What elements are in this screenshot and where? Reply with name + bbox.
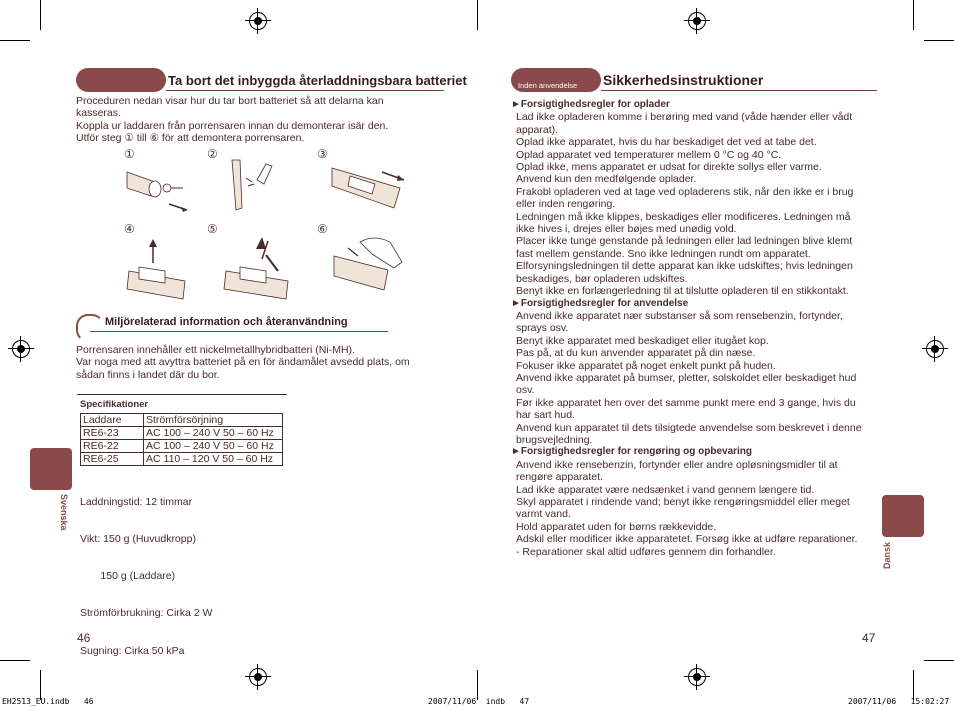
table-row: RE6-22 AC 100 – 240 V 50 – 60 Hz <box>81 440 283 453</box>
title-underline <box>601 90 877 91</box>
safety-text: ►Forsigtighedsregler for oplader Lad ikke opladeren komme i berøring med vand (våde hænder eller vådt apparat). Oplad ikke apparatet, hvis du har beskadiget det ved at tabe det. Oplad apparatet ved temperaturer mellem 0 °C og 40 °C. Oplad ikke, mens apparatet er udsat for direkte sollys eller varme. Anvend kun den medfølgende oplader. Frakobl opladeren ved at tage ved opladerens stik, når den ikke er i brug eller inden rengøring. Ledningen må ikke klippes, beskadiges eller modificeres. Ledningen må ikke hives i, drejes eller bøjes med unødig vold. Placer ikke tunge genstande på ledningen eller lad ledningen blive klemt fast mellem genstande. Sno ikke ledningen rundt om apparatet. Elforsyningsledningen til dette apparat kan ikke udskiftes; hvis ledningen beskadiges, bør opladeren udskiftes. Benyt ikke en forlængerledning til at tilslutte opladeren til en stikkontakt. ►Forsigtighedsregler for anvendelse Anvend ikke apparatet nær substanser så som rensebenzin, fortynder, sprays osv. Benyt ikke apparatet med beskadiget eller itugået kop. Pas på, at du kun anvender apparatet på din næse. Fokuser ikke apparatet på noget enkelt punkt på huden. Anvend ikke apparatet på bumser, pletter, solskoldet eller beskadiget hud osv. Før ikke apparatet hen over det samme punkt mere end 3 gange, hvis du har sart hud. Anvend kun apparatet til dets tilsigtede anvendelse som beskrevet i denne brugsvejledning. ►Forsigtighedsregler for rengøring og opbevaring Anvend ikke rensebenzin, fortynder eller andre opløsningsmidler til at rengøre apparatet. Lad ikke apparatet være nedsænket i vand gennem længere tid. Skyl apparatet i rindende vand; benyt ikke rengøringsmiddel eller meget varmt vand. Hold apparatet uden for børns rækkevidde. Adskil eller modificer ikke apparatetet. Forsøg ikke at udføre reparationer. - Reparationer skal altid udføres gennem din forhandler. <box>511 99 881 558</box>
env-title: Miljörelaterad information och återanvändning <box>105 316 348 328</box>
language-tab <box>882 495 924 537</box>
pill-label: Inden anvendelse <box>518 81 578 90</box>
spec-title: Specifikationer <box>80 399 149 410</box>
section-title: Sikkerhedsinstruktioner <box>603 72 764 88</box>
group-title: ►Forsigtighedsregler for oplader <box>511 99 670 110</box>
table-row: Laddare Strömförsörjning <box>81 414 283 427</box>
step-6-illustration <box>332 232 410 298</box>
leaf-icon <box>76 314 104 342</box>
registration-mark-icon <box>12 340 30 358</box>
registration-mark-icon <box>926 340 944 358</box>
env-text: Porrensaren innehåller ett nickelmetallhybridbatteri (Ni-MH). Var noga med att avyttra batteriet på en för ändamålet avsedd plats, om sådan finns i landet där du bor. <box>76 344 410 381</box>
env-underline <box>90 331 388 332</box>
footer-middle: 2007/11/06 indb 47 <box>428 697 530 706</box>
title-underline <box>166 90 444 91</box>
spec-table <box>80 413 283 466</box>
section-pill <box>76 68 166 92</box>
registration-mark-icon <box>688 12 706 30</box>
step-4-illustration <box>125 235 205 305</box>
step-number: ② <box>207 147 218 161</box>
registration-mark-icon <box>249 668 267 686</box>
registration-mark-icon <box>249 12 267 30</box>
step-5-illustration <box>222 235 302 305</box>
footer-right: 2007/11/06 15:02:27 <box>848 697 950 706</box>
section-title: Ta bort det inbyggda återladdningsbara batteriet <box>168 73 467 88</box>
language-label: Dansk <box>882 542 892 570</box>
intro-text: Proceduren nedan visar hur du tar bort batteriet så att delarna kan kasseras. Koppla ur laddaren från porrensaren innan du demonterar isär den. Utför steg ① till ⑥ för att demontera porrensaren. <box>76 95 389 145</box>
step-1-illustration <box>125 158 205 218</box>
registration-mark-icon <box>688 668 706 686</box>
table-row: RE6-23 AC 100 – 240 V 50 – 60 Hz <box>81 427 283 440</box>
group-title: ►Forsigtighedsregler for rengøring og opbevaring <box>511 446 753 458</box>
group-title: ►Forsigtighedsregler for anvendelse <box>511 297 689 309</box>
footer-left: EH2513_EU.indb 46 <box>2 697 94 706</box>
page-number: 46 <box>77 631 91 645</box>
spec-lines: Laddningstid: 12 timmar Vikt: 150 g (Huvudkropp) 150 g (Laddare) Strömförbrukning: Cirka 2 W Sugning: Cirka 50 kPa <box>80 495 213 657</box>
page-number: 47 <box>862 631 876 645</box>
table-row: RE6-25 AC 110 – 120 V 50 – 60 Hz <box>81 453 283 466</box>
step-number: ⑥ <box>317 222 328 236</box>
language-label: Svenska <box>59 494 69 531</box>
step-3-illustration <box>330 158 410 218</box>
step-number: ③ <box>317 147 328 161</box>
step-number: ④ <box>124 222 135 236</box>
step-2-illustration <box>222 158 292 213</box>
step-number: ⑤ <box>207 222 218 236</box>
step-number: ① <box>124 147 135 161</box>
language-tab <box>30 448 72 490</box>
